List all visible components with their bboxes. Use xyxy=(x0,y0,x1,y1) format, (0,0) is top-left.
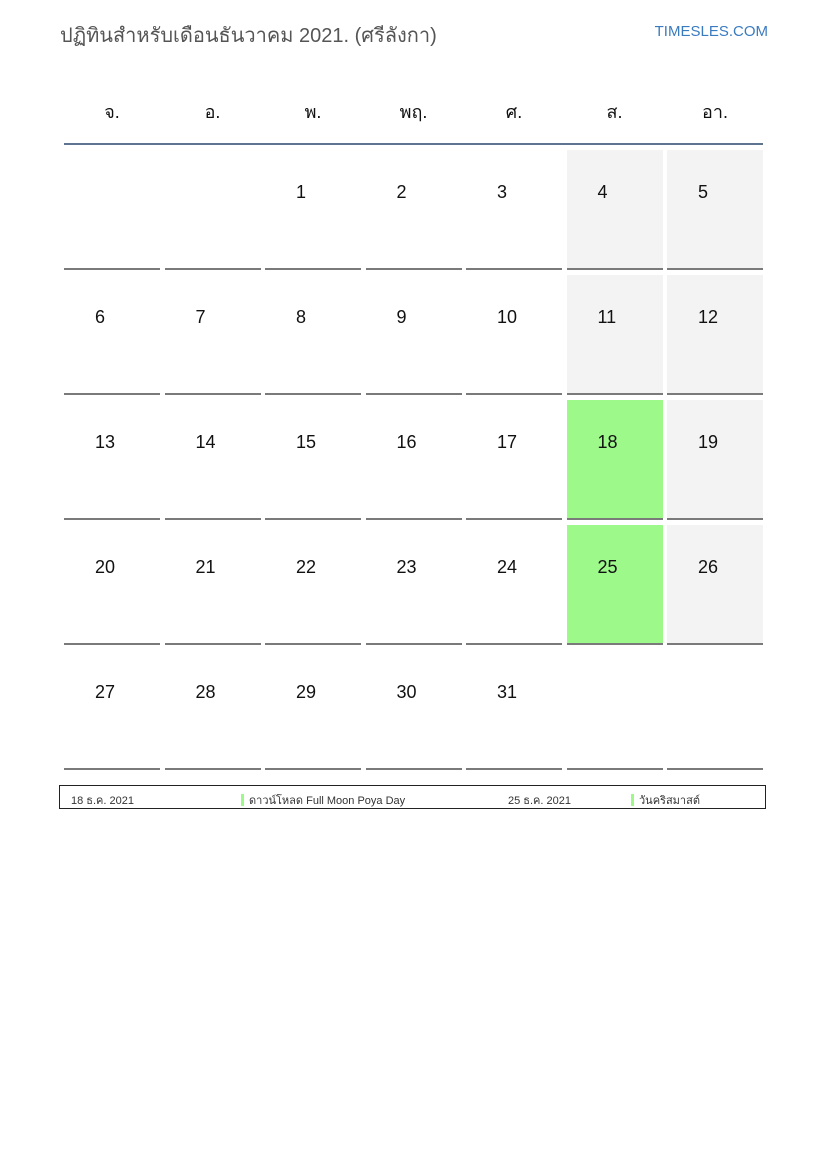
day-number: 12 xyxy=(698,307,719,327)
day-number: 31 xyxy=(497,682,518,702)
legend-entry xyxy=(631,791,700,809)
day-number: 19 xyxy=(698,432,719,452)
day-number: 3 xyxy=(497,182,508,202)
day-cell[interactable] xyxy=(64,275,160,395)
day-number: 28 xyxy=(195,682,216,702)
day-cell[interactable] xyxy=(366,150,462,270)
day-number: 22 xyxy=(296,557,317,577)
weekday-wed: พ. xyxy=(304,102,322,122)
day-cell[interactable] xyxy=(265,525,361,645)
day-cell[interactable] xyxy=(366,650,462,770)
day-cell-empty xyxy=(165,150,261,270)
day-cell[interactable] xyxy=(667,150,763,270)
day-cell[interactable] xyxy=(366,400,462,520)
holiday-color-swatch xyxy=(631,794,634,806)
day-number: 4 xyxy=(597,182,608,202)
day-cell[interactable] xyxy=(165,275,261,395)
day-cell-empty xyxy=(667,650,763,770)
day-cell[interactable] xyxy=(366,525,462,645)
day-number: 15 xyxy=(296,432,317,452)
calendar-grid xyxy=(64,150,763,770)
day-number: 13 xyxy=(95,432,116,452)
day-number: 6 xyxy=(95,307,106,327)
day-number: 24 xyxy=(497,557,518,577)
day-number: 23 xyxy=(396,557,417,577)
day-cell[interactable] xyxy=(667,525,763,645)
day-cell[interactable] xyxy=(165,400,261,520)
day-cell[interactable] xyxy=(265,150,361,270)
day-number: 7 xyxy=(195,307,206,327)
day-cell[interactable] xyxy=(64,400,160,520)
page-title: ปฏิทินสำหรับเดือนธันวาคม 2021. (ศรีลังกา) xyxy=(60,25,437,47)
day-number: 9 xyxy=(396,307,407,327)
day-number: 18 xyxy=(597,432,618,452)
day-cell[interactable] xyxy=(165,650,261,770)
day-cell[interactable] xyxy=(466,275,562,395)
weekday-sun: อา. xyxy=(702,102,728,122)
day-cell[interactable] xyxy=(366,275,462,395)
day-number: 5 xyxy=(698,182,709,202)
day-cell[interactable] xyxy=(466,650,562,770)
day-number: 10 xyxy=(497,307,518,327)
day-number: 17 xyxy=(497,432,518,452)
day-cell[interactable] xyxy=(265,650,361,770)
day-cell[interactable] xyxy=(466,150,562,270)
day-number: 27 xyxy=(95,682,116,702)
day-cell[interactable] xyxy=(466,400,562,520)
day-cell[interactable] xyxy=(466,525,562,645)
day-number: 26 xyxy=(698,557,719,577)
weekday-fri: ศ. xyxy=(505,102,523,122)
legend-holiday-name: วันคริสมาสต์ xyxy=(639,795,700,807)
weekday-mon: จ. xyxy=(104,102,120,122)
day-number: 21 xyxy=(195,557,216,577)
legend-date: 25 ธ.ค. 2021 xyxy=(508,795,572,807)
day-cell[interactable] xyxy=(265,400,361,520)
legend-date: 18 ธ.ค. 2021 xyxy=(71,795,135,807)
day-cell[interactable] xyxy=(567,400,663,520)
day-number: 1 xyxy=(296,182,307,202)
day-cell[interactable] xyxy=(265,275,361,395)
day-cell[interactable] xyxy=(567,150,663,270)
day-number: 2 xyxy=(396,182,407,202)
day-number: 16 xyxy=(396,432,417,452)
brand-link[interactable]: TIMESLES.COM xyxy=(654,23,768,40)
day-cell[interactable] xyxy=(165,525,261,645)
holiday-legend xyxy=(59,785,766,809)
weekday-header xyxy=(64,80,763,145)
day-number: 25 xyxy=(597,557,618,577)
day-cell[interactable] xyxy=(64,650,160,770)
day-number: 8 xyxy=(296,307,307,327)
day-cell[interactable] xyxy=(567,275,663,395)
day-number: 29 xyxy=(296,682,317,702)
legend-entry xyxy=(241,791,405,809)
day-cell[interactable] xyxy=(667,275,763,395)
day-number: 14 xyxy=(195,432,216,452)
day-cell-empty xyxy=(64,150,160,270)
weekday-thu: พฤ. xyxy=(399,102,428,122)
day-cell[interactable] xyxy=(667,400,763,520)
weekday-sat: ส. xyxy=(606,102,623,122)
legend-holiday-name: ดาวน์โหลด Full Moon Poya Day xyxy=(249,795,406,807)
day-cell-empty xyxy=(567,650,663,770)
day-number: 11 xyxy=(597,307,617,327)
day-cell[interactable] xyxy=(567,525,663,645)
day-number: 30 xyxy=(396,682,417,702)
day-number: 20 xyxy=(95,557,116,577)
day-cell[interactable] xyxy=(64,525,160,645)
holiday-color-swatch xyxy=(241,794,244,806)
weekday-tue: อ. xyxy=(204,102,221,122)
